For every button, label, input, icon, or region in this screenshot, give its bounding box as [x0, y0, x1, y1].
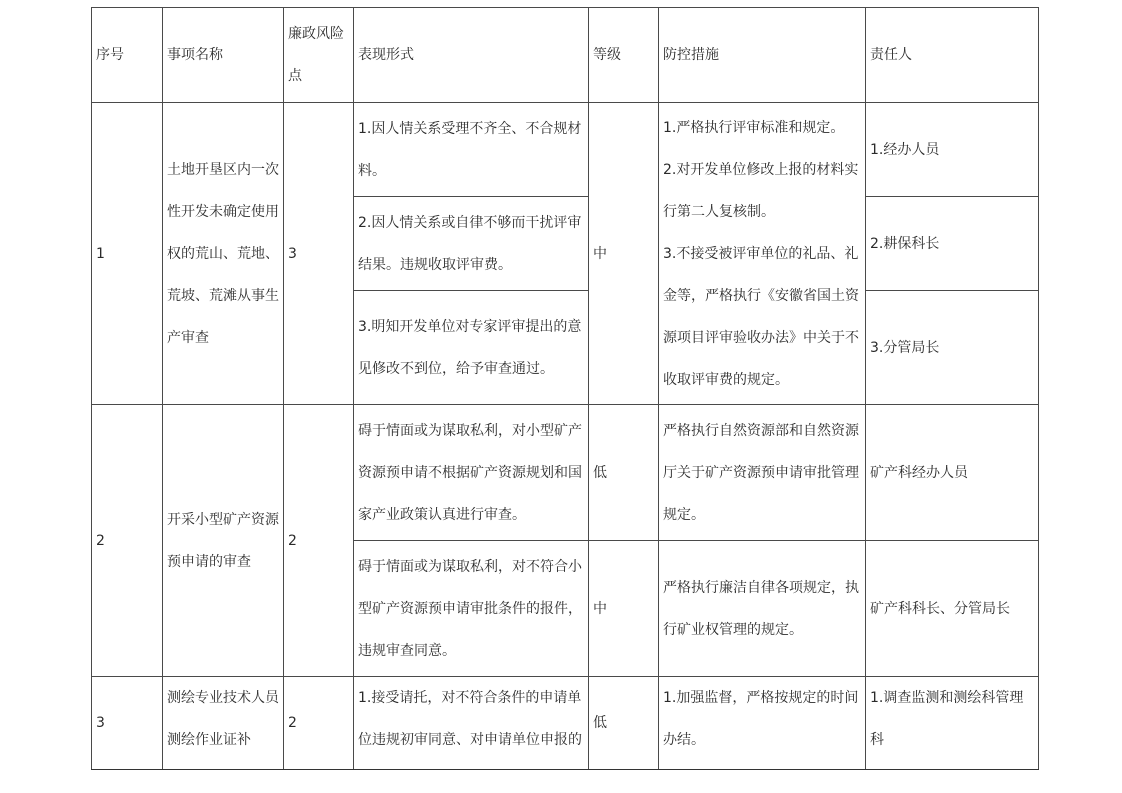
row2-risk-point: 2 [284, 405, 354, 677]
row2-level-2: 中 [589, 541, 659, 677]
row1-responsible-2: 2.耕保科长 [866, 197, 1039, 291]
row1-no: 1 [92, 103, 163, 405]
header-risk-point: 廉政风险点 [284, 8, 354, 103]
row2-responsible-1: 矿产科经办人员 [866, 405, 1039, 541]
row2-item-name: 开采小型矿产资源预申请的审查 [163, 405, 284, 677]
header-manifestation: 表现形式 [354, 8, 589, 103]
row2-manifestation-2: 碍于情面或为谋取私利，对不符合小型矿产资源预申请审批条件的报件，违规审查同意。 [354, 541, 589, 677]
row1-risk-point: 3 [284, 103, 354, 405]
row2-manifestation-1: 碍于情面或为谋取私利，对小型矿产资源预申请不根据矿产资源规划和国家产业政策认真进行审查。 [354, 405, 589, 541]
row3-item-name: 测绘专业技术人员测绘作业证补 [163, 677, 284, 770]
row2-measures-2: 严格执行廉洁自律各项规定，执行矿业权管理的规定。 [659, 541, 866, 677]
row1-level: 中 [589, 103, 659, 405]
table-row [92, 677, 1039, 770]
row3-measures: 1.加强监督，严格按规定的时间办结。 [659, 677, 866, 770]
row3-manifestation: 1.接受请托，对不符合条件的申请单位违规初审同意、对申请单位申报的 [354, 677, 589, 770]
table-row [92, 405, 1039, 541]
risk-control-table [91, 7, 1039, 770]
header-row [92, 8, 1039, 103]
row1-item-name: 土地开垦区内一次性开发未确定使用权的荒山、荒地、荒坡、荒滩从事生产审查 [163, 103, 284, 405]
row1-manifestation-2: 2.因人情关系或自律不够而干扰评审结果。违规收取评审费。 [354, 197, 589, 291]
header-no: 序号 [92, 8, 163, 103]
row2-level-1: 低 [589, 405, 659, 541]
table-row [92, 103, 1039, 197]
row2-responsible-2: 矿产科科长、分管局长 [866, 541, 1039, 677]
header-responsible: 责任人 [866, 8, 1039, 103]
row1-responsible-1: 1.经办人员 [866, 103, 1039, 197]
header-level: 等级 [589, 8, 659, 103]
row3-no: 3 [92, 677, 163, 770]
header-item-name: 事项名称 [163, 8, 284, 103]
row2-measures-1: 严格执行自然资源部和自然资源厅关于矿产资源预申请审批管理规定。 [659, 405, 866, 541]
row1-measures: 1.严格执行评审标准和规定。 2.对开发单位修改上报的材料实行第二人复核制。 3.不接受被评审单位的礼品、礼金等，严格执行《安徽省国土资源项目评审验收办法》中关于不收取评审费的规定。 [659, 103, 866, 405]
row3-level: 低 [589, 677, 659, 770]
row3-risk-point: 2 [284, 677, 354, 770]
row1-manifestation-3: 3.明知开发单位对专家评审提出的意见修改不到位，给予审查通过。 [354, 291, 589, 405]
row1-responsible-3: 3.分管局长 [866, 291, 1039, 405]
row3-responsible: 1.调查监测和测绘科管理科 [866, 677, 1039, 770]
row2-no: 2 [92, 405, 163, 677]
row1-manifestation-1: 1.因人情关系受理不齐全、不合规材料。 [354, 103, 589, 197]
header-measures: 防控措施 [659, 8, 866, 103]
